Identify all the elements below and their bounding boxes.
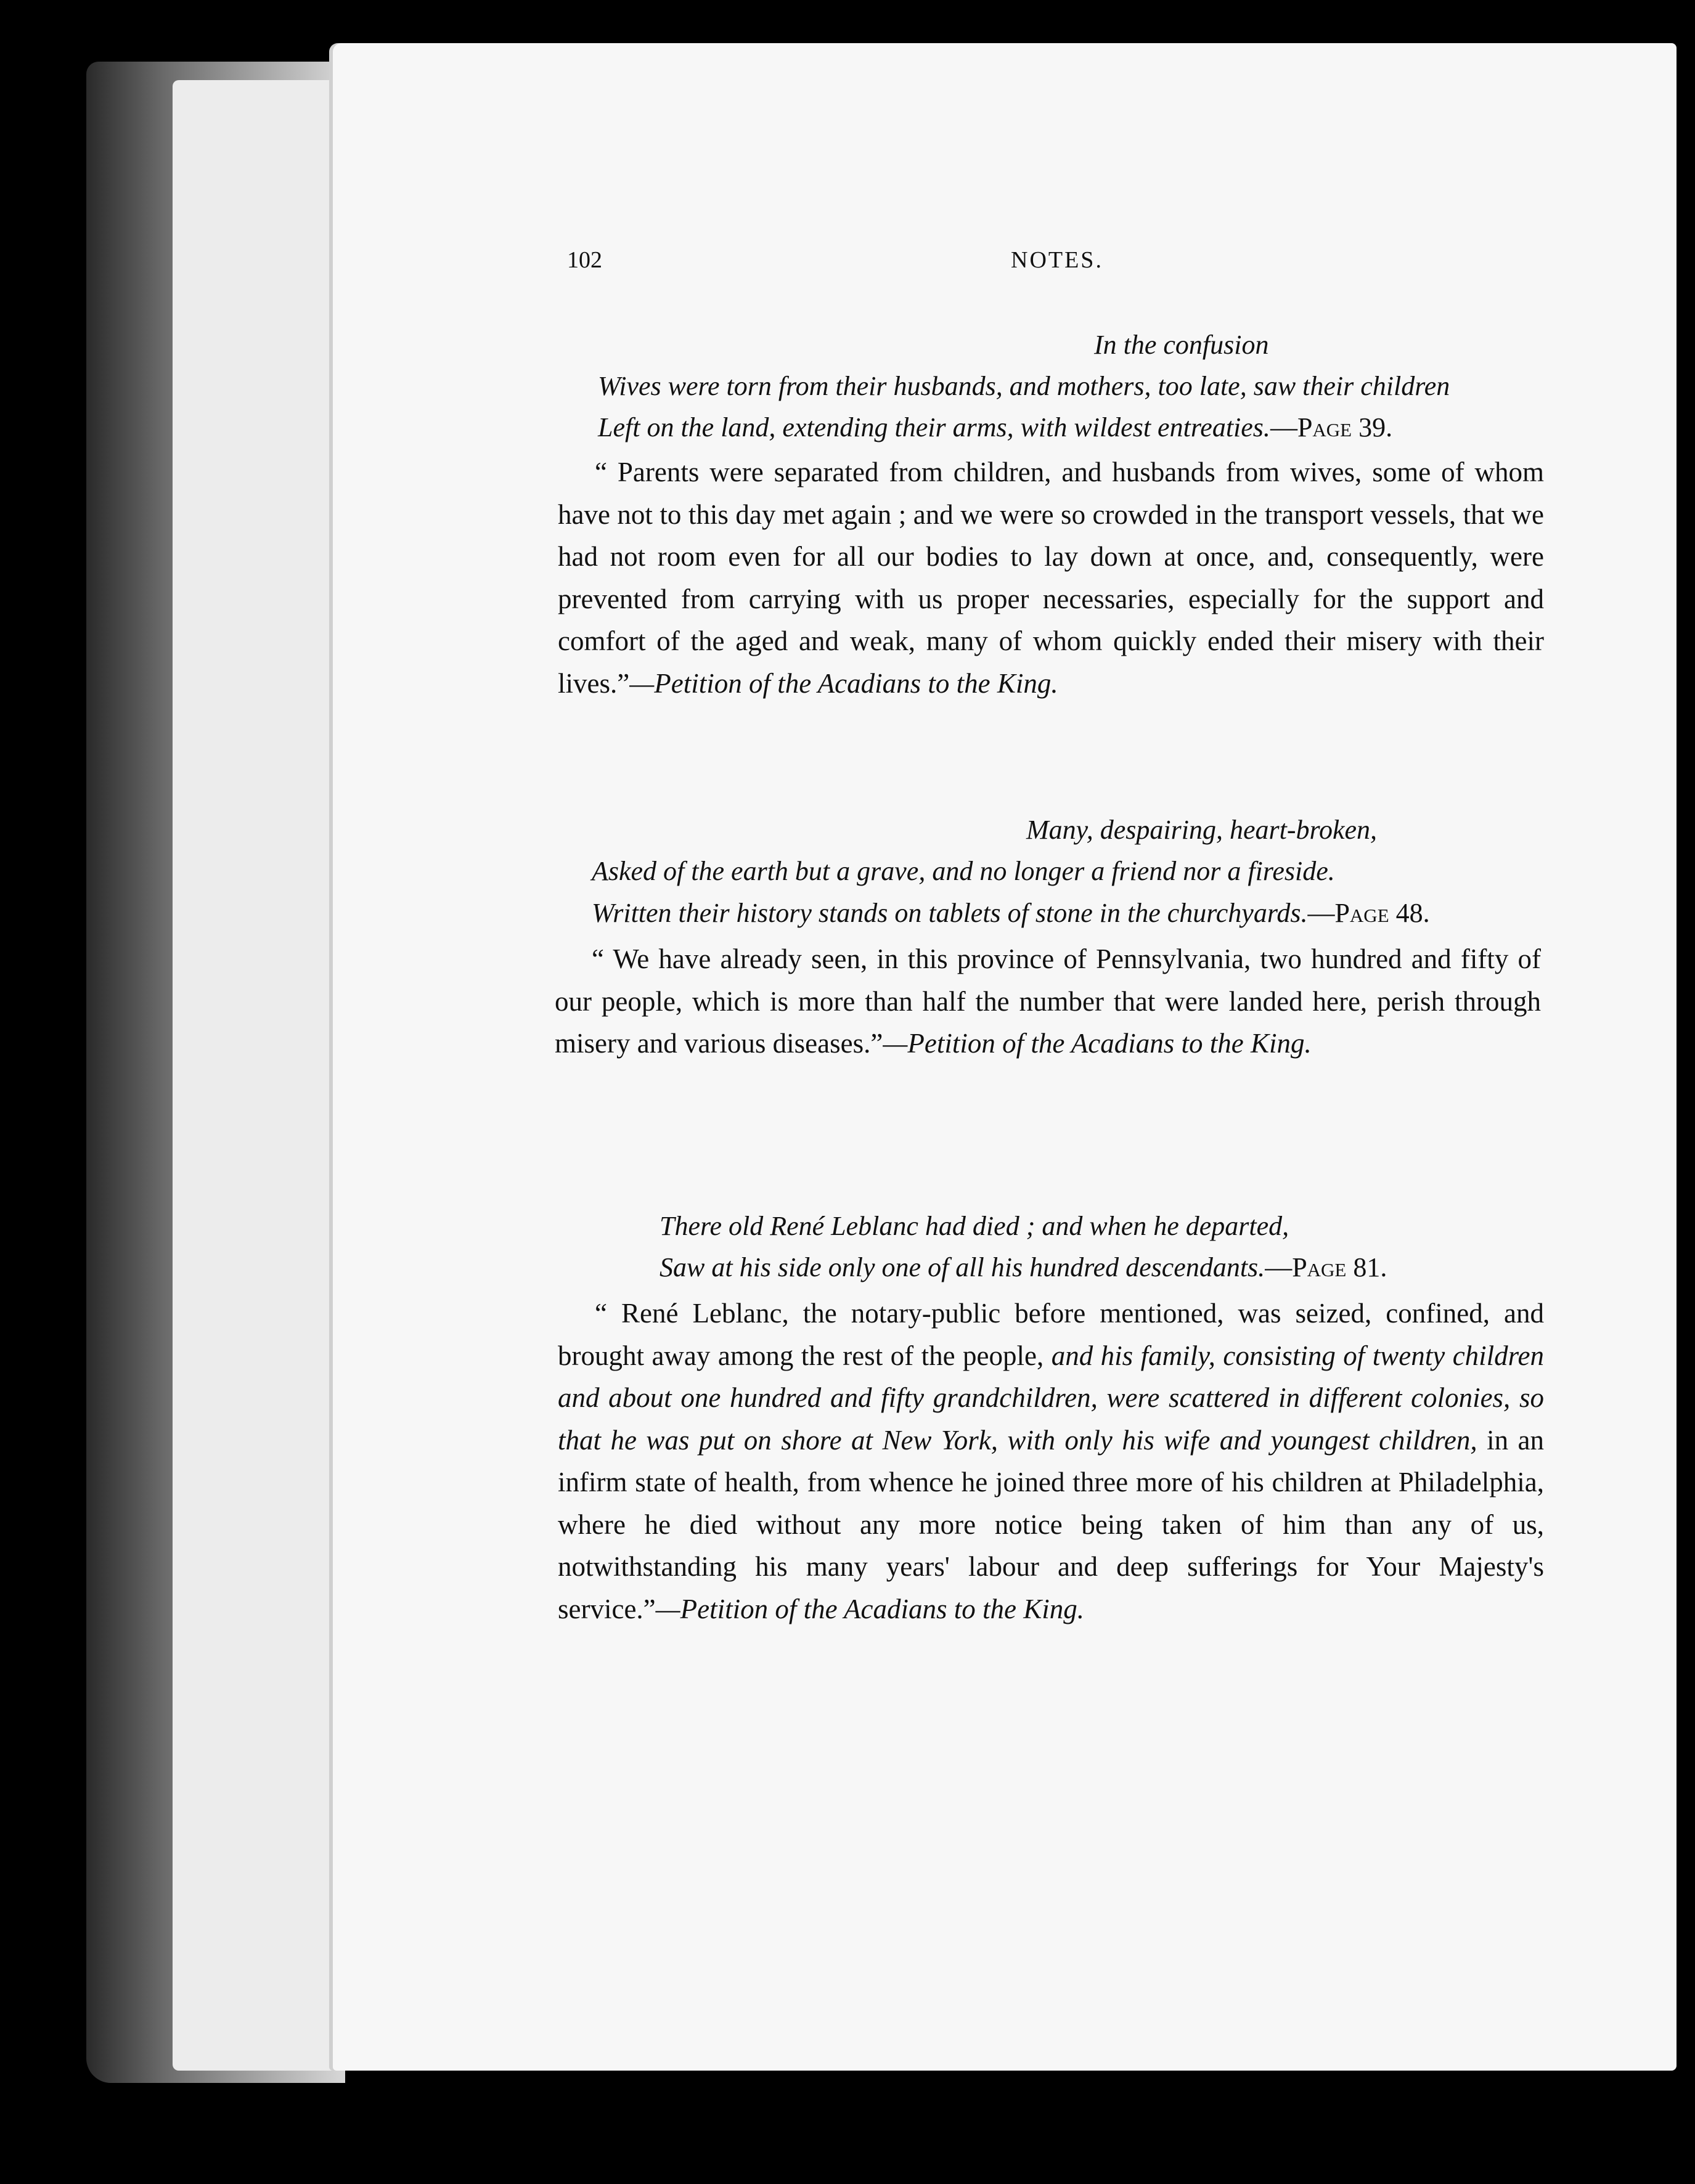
note2-page-ref: —Page 48. [1307,898,1430,928]
note3-prose-text-2: in an infirm state of health, from whence he joined three more of his children at Philadelphia, where he died without any more notice being taken of him than any of us, notwithstanding his many years' labour and deep sufferings for Your Majesty's service.” [558,1424,1544,1624]
note2-verse-text: Written their history stands on tablets of stone in the churchyards. [592,898,1308,928]
note1-verse-line-1: In the confusion [1094,330,1269,360]
note3-prose [558,1292,1544,1630]
note1-source: —Petition of the Acadians to the King. [629,667,1058,699]
note3-prose-italic: and his family, consisting of twenty children and about one hundred and fifty grandchildren, were scattered in different colonies, so that he was put on shore at New York, with only his wife and youngest children, [558,1340,1544,1456]
running-title: NOTES. [1011,247,1103,273]
page-number: 102 [567,247,602,273]
note1-verse-line-2: Wives were torn from their husbands, and mothers, too late, saw their children [598,371,1450,401]
note3-verse-text: Saw at his side only one of all his hundred descendants. [660,1252,1265,1282]
note2-verse-line-2: Asked of the earth but a grave, and no longer a friend nor a fireside. [592,856,1335,886]
note2-source: —Petition of the Acadians to the King. [883,1028,1312,1059]
note2-verse-line-3 [592,900,1430,927]
note2-prose-text: “ We have already seen, in this province of Pennsylvania, two hundred and fifty of our people, which is more than half the number that were landed here, perish through misery and various diseases.” [555,943,1541,1059]
note3-prose-text-1: “ René Leblanc, the notary-public before mentioned, was seized, confined, and brought away among the rest of the people, [558,1298,1544,1371]
note1-verse-line-3 [598,414,1392,441]
note3-source: —Petition of the Acadians to the King. [655,1593,1085,1624]
note2-prose [555,938,1541,1065]
note3-page-ref: —Page 81. [1265,1252,1387,1282]
note1-prose-text: “ Parents were separated from children, and husbands from wives, some of whom have not to this day met again ; and we were so crowded in the transport vessels, that we had not room even for all our bodies to lay down at once, and, consequently, were prevented from carrying with us proper necessaries, especially for the support and comfort of the aged and weak, many of whom quickly ended their misery with their lives.” [558,457,1544,699]
note1-prose [558,451,1544,704]
note1-page-ref: —Page 39. [1270,412,1393,442]
note1-verse-text: Left on the land, extending their arms, with wildest entreaties. [598,412,1270,442]
note2-verse-line-1: Many, despairing, heart-broken, [1026,815,1378,845]
note3-verse-line-1: There old René Leblanc had died ; and when he departed, [660,1211,1289,1241]
note3-verse-line-2 [660,1254,1387,1281]
